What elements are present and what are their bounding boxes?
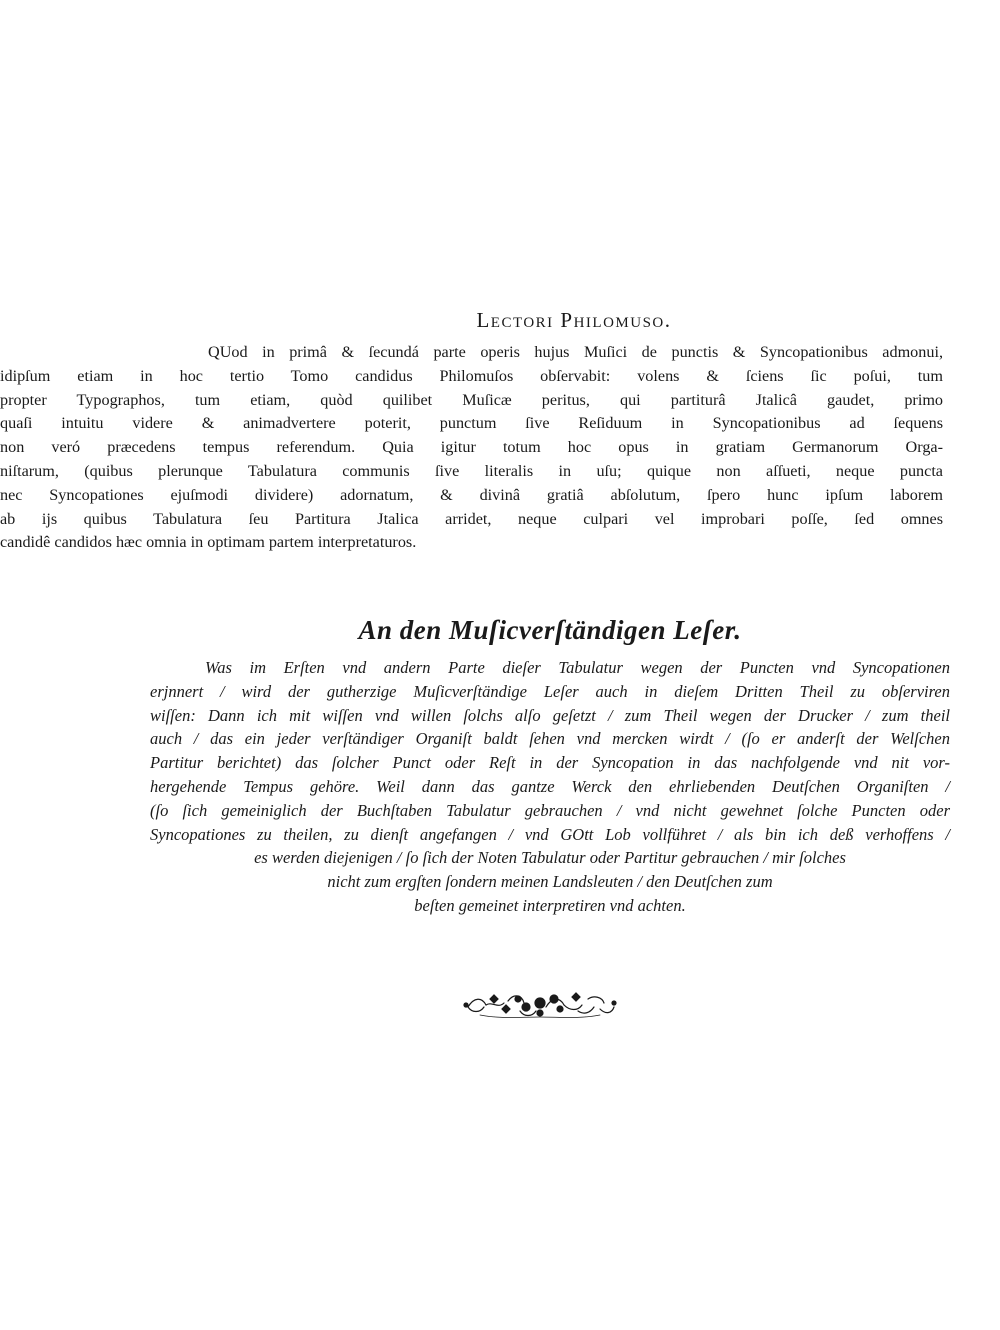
latin-line: nec Syncopationes ejuſmodi dividere) adornatum, & divinâ gratiâ abſolutum, ſpero hunc ipſum laborem bbox=[0, 485, 943, 504]
german-line: Syncopationes zu theilen, zu dienſt angefangen / vnd GOtt Lob vollführet / als bin ich deß verhoffens / bbox=[150, 824, 950, 844]
german-line: es werden diejenigen / ſo ſich der Noten Tabulatur oder Partitur gebrauchen / mir ſolches bbox=[254, 848, 846, 868]
latin-line: idipſum etiam in hoc tertio Tomo candidus Philomuſos obſervabit: volens & ſciens ſic poſui, tum bbox=[0, 366, 943, 385]
german-body bbox=[150, 656, 950, 918]
latin-line: quaſi intuitu videre & animadvertere poterit, punctum ſive Reſiduum in Syncopationibus ad ſequens bbox=[0, 414, 943, 433]
latin-line: candidê candidos hæc omnia in optimam partem interpretaturos. bbox=[0, 533, 417, 552]
german-line: Partitur berichtet) das ſolcher Punct oder Reſt in der Syncopation in das nachfolgende vnd nit vor- bbox=[150, 753, 950, 773]
latin-body bbox=[0, 341, 943, 555]
german-line: auch / das ein jeder verſtändiger Organiſt baldt ſehen vnd mercken wirdt / (ſo er anderſt der Welſchen bbox=[150, 729, 950, 749]
floral-ornament-icon bbox=[460, 985, 620, 1025]
german-title: An den Muſicverſtändigen Leſer. bbox=[358, 615, 742, 645]
german-line: Was im Erſten vnd andern Parte dieſer Tabulatur wegen der Puncten vnd Syncopationen bbox=[205, 658, 950, 677]
german-preface bbox=[150, 615, 950, 918]
german-line: erjnnert / wird der gutherzige Muſicverſtändige Leſer auch in dieſem Dritten Theil zu obſerviren bbox=[150, 681, 950, 701]
german-line: (ſo ſich gemeiniglich der Buchſtaben Tabulatur gebrauchen / vnd nicht gewehnet ſolche Puncten oder bbox=[150, 800, 950, 820]
latin-line: non veró præcedens tempus referendum. Quia igitur totum hoc opus in gratiam Germanorum Orga- bbox=[0, 438, 943, 457]
latin-title: Lectori Philomuso. bbox=[476, 308, 672, 332]
latin-preface bbox=[0, 308, 943, 555]
german-line: nicht zum ergſten ſondern meinen Landsleuten / den Deutſchen zum bbox=[327, 872, 773, 892]
german-line: hergehende Tempus gehöre. Weil dann das gantze Werck den ehrliebenden Deutſchen Organiſten / bbox=[150, 776, 950, 796]
latin-line: QUod in primâ & ſecundá parte operis hujus Muſici de punctis & Syncopationibus admonui, bbox=[208, 343, 943, 361]
german-line: beſten gemeinet interpretiren vnd achten. bbox=[414, 895, 686, 915]
latin-line: ab ijs quibus Tabulatura ſeu Partitura Jtalica arridet, neque culpari vel improbari poſſe, ſed omnes bbox=[0, 509, 943, 528]
german-line: wiſſen: Dann ich mit wiſſen vnd willen ſolchs alſo geſetzt / zum Theil wegen der Drucker / zum theil bbox=[150, 705, 950, 725]
latin-line: propter Typographos, tum etiam, quòd quilibet Muſicæ peritus, qui partiturâ Jtalicâ gaudet, primo bbox=[0, 390, 943, 409]
latin-line: niſtarum, (quibus plerunque Tabulatura communis ſive literalis in uſu; quique non aſſueti, neque puncta bbox=[0, 461, 943, 480]
